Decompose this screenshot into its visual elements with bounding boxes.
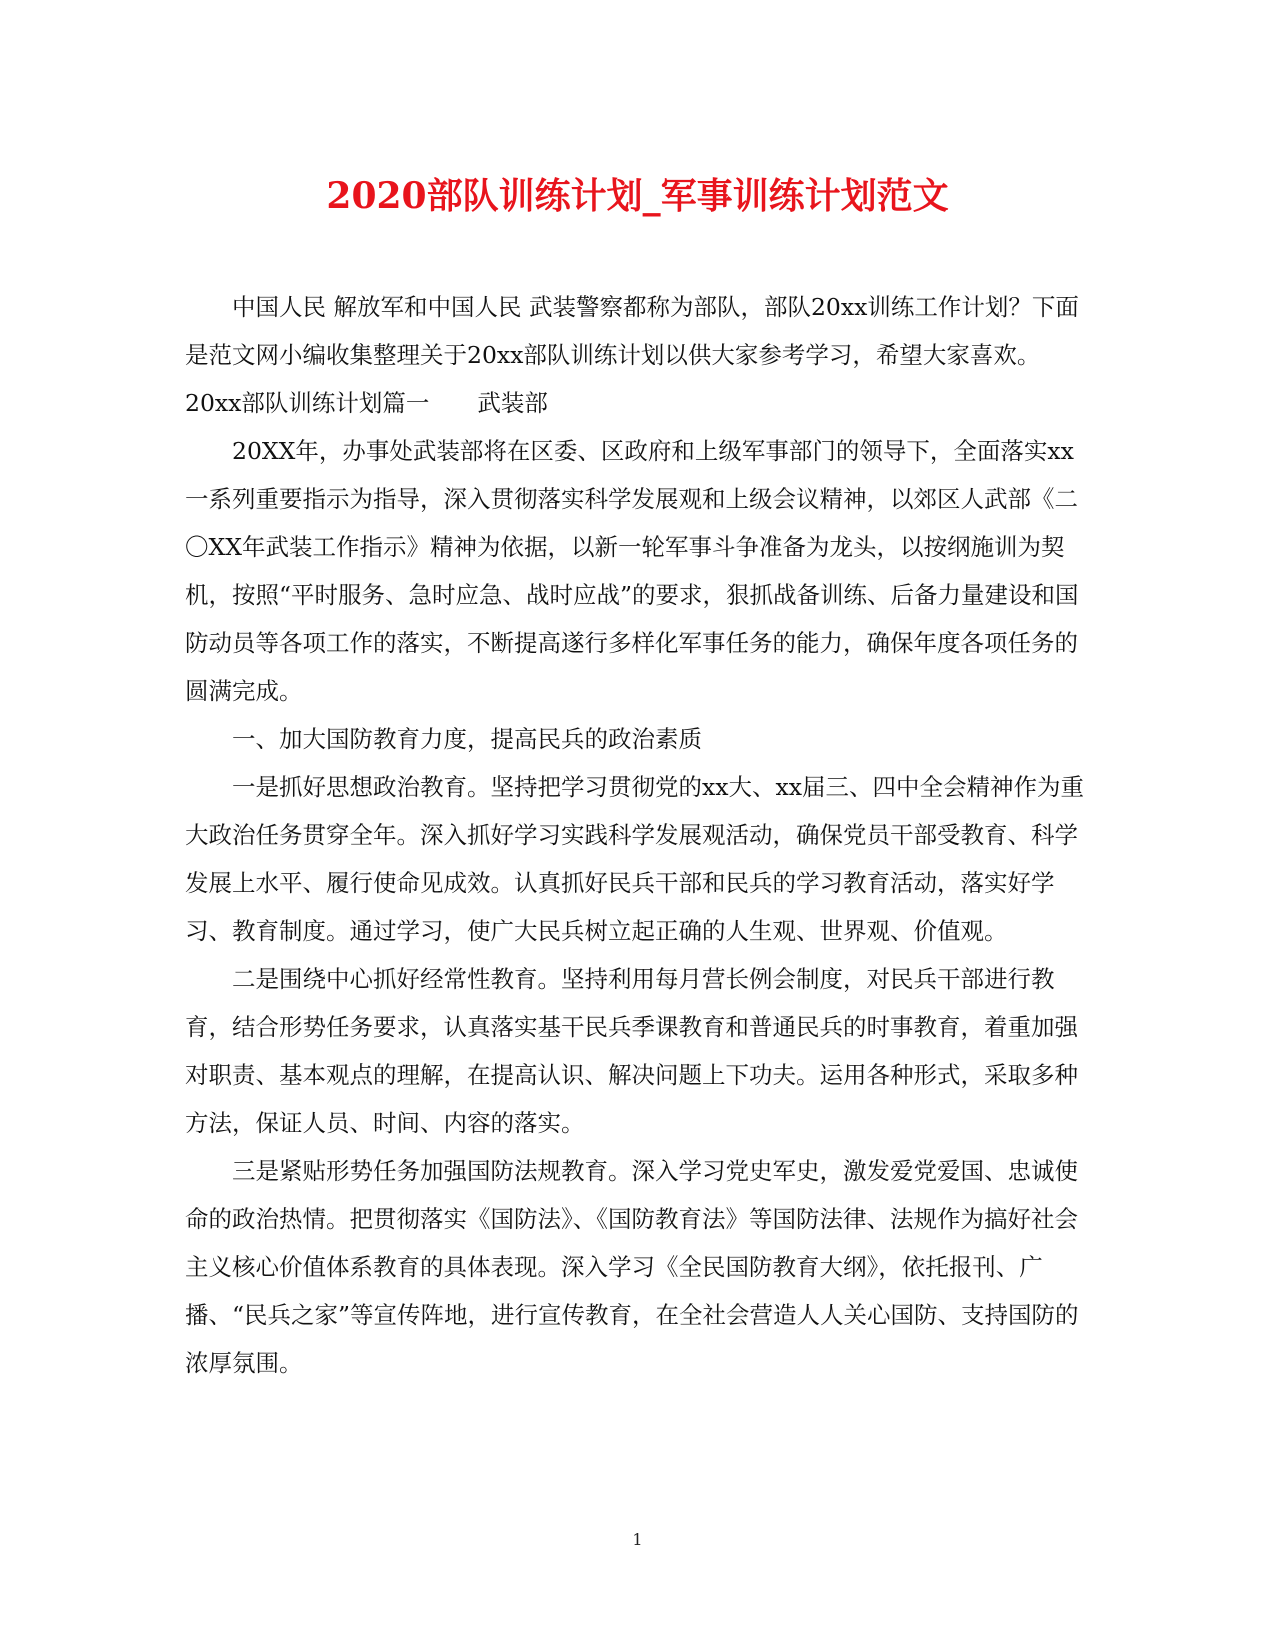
- body-paragraph: 一是抓好思想政治教育。坚持把学习贯彻党的xx大、xx届三、四中全会精神作为重大政治任务贯穿全年。深入抓好学习实践科学发展观活动，确保党员干部受教育、科学发展上水平、履行使命见成效。认真抓好民兵干部和民兵的学习教育活动，落实好学习、教育制度。通过学习，使广大民兵树立起正确的人生观、世界观、价值观。: [185, 773, 1085, 945]
- section-heading-department: 武装部: [477, 389, 548, 417]
- intro-paragraph: 中国人民 解放军和中国人民 武装警察都称为部队，部队20xx训练工作计划？下面是范文网小编收集整理关于20xx部队训练计划以供大家参考学习，希望大家喜欢。: [185, 293, 1079, 369]
- section-heading: [185, 379, 1090, 427]
- document-body: [185, 283, 1090, 1387]
- section-heading-title: 20xx部队训练计划篇一: [185, 389, 430, 417]
- body-paragraph: 二是围绕中心抓好经常性教育。坚持利用每月营长例会制度，对民兵干部进行教育，结合形势任务要求，认真落实基干民兵季课教育和普通民兵的时事教育，着重加强对职责、基本观点的理解，在提高认识、解决问题上下功夫。运用各种形式，采取多种方法，保证人员、时间、内容的落实。: [185, 965, 1078, 1137]
- body-paragraph: 20XX年，办事处武装部将在区委、区政府和上级军事部门的领导下，全面落实xx一系列重要指示为指导，深入贯彻落实科学发展观和上级会议精神，以郊区人武部《二〇XX年武装工作指示》精神为依据，以新一轮军事斗争准备为龙头，以按纲施训为契机，按照“平时服务、急时应急、战时应战”的要求，狠抓战备训练、后备力量建设和国防动员等各项工作的落实，不断提高遂行多样化军事任务的能力，确保年度各项任务的圆满完成。: [185, 437, 1079, 705]
- document-title: 2020部队训练计划_军事训练计划范文: [326, 175, 949, 217]
- subsection-heading: 一、加大国防教育力度，提高民兵的政治素质: [232, 725, 702, 753]
- body-paragraph: 三是紧贴形势任务加强国防法规教育。深入学习党史军史，激发爱党爱国、忠诚使命的政治热情。把贯彻落实《国防法》、《国防教育法》等国防法律、法规作为搞好社会主义核心价值体系教育的具体表现。深入学习《全民国防教育大纲》，依托报刊、广播、“民兵之家”等宣传阵地，进行宣传教育，在全社会营造人人关心国防、支持国防的浓厚氛围。: [185, 1157, 1079, 1377]
- page-number: 1: [632, 1530, 643, 1549]
